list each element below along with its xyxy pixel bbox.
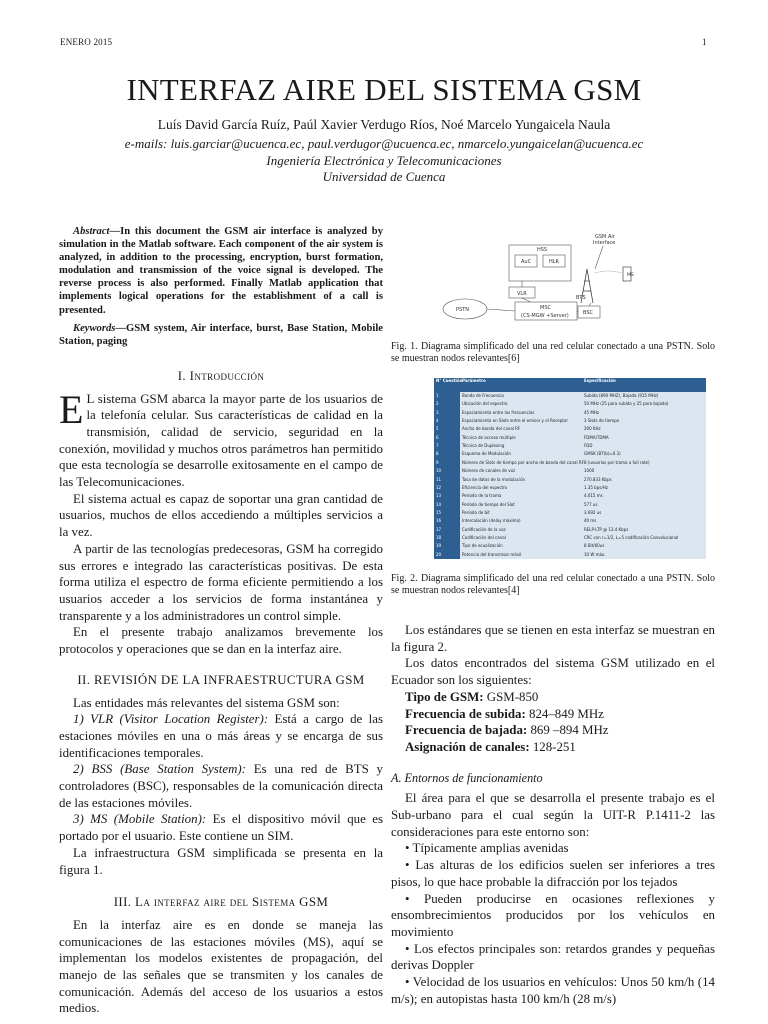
infra-item-bss-label: 2) BSS (Base Station System): — [73, 762, 246, 777]
intro-paragraph-1-text: L sistema GSM abarca la mayor parte de los usuarios de la telefonía celular. Sus características de calidad en la transmisión, calidad de servicio, seguridad en la conexión, movilidad y muchos otros parámetros han permitido que esta tecnología se desarrolle exitosamente en el campo de las Telecomunicaciones. — [59, 391, 383, 490]
table-row — [434, 526, 706, 534]
table-cell: 20 — [436, 551, 442, 557]
table-cell: Codificación de la voz — [462, 526, 506, 532]
spec-channels — [391, 739, 715, 756]
keywords — [59, 322, 383, 348]
spec-downlink — [391, 722, 715, 739]
table-cell: 40 ms — [584, 518, 597, 524]
running-header: ENERO 2015 — [60, 37, 113, 47]
table-row — [434, 476, 706, 484]
keywords-text: —GSM system, Air interface, burst, Base Station, Mobile Station, paging — [59, 322, 383, 347]
spec-gsm-type — [391, 689, 715, 706]
table-cell: 8 — [436, 451, 439, 457]
table-row — [434, 484, 706, 492]
table-cell: 14 — [436, 501, 442, 507]
fig1-label-hss: HSS — [537, 247, 548, 253]
table-cell: 6 — [436, 434, 439, 440]
infra-item-bss-text: Es una red de BTS y controladores (BSC), responsables de la comunicación directa de las estaciones móviles. — [59, 762, 383, 810]
section-heading-infraestructura: II. REVISIÓN DE LA INFRAESTRUCTURA GSM — [77, 672, 365, 687]
interfaz-paragraph: En la interfaz aire es en donde se maneja las comunicaciones de las estaciones móviles (MS), aquí se implementan los modelos existentes de propagación, del manejo de las señales que se transmiten y los canales de comunicación. Además del acceso de los usuarios a estos medios. — [59, 917, 383, 1016]
ecuador-paragraph: Los datos encontrados del sistema GSM utilizado en el Ecuador son los siguientes: — [391, 656, 715, 688]
table-cell: 3 — [436, 409, 439, 415]
table-cell: Ubicación del espectro — [462, 401, 508, 407]
abstract-label: Abstract — [73, 226, 110, 237]
table-cell: Número de Slots de tiempo por ancho de banda del canal RF — [462, 459, 584, 465]
table-cell: Período de bit — [462, 509, 490, 515]
table-cell: 7 — [436, 443, 439, 449]
table-row — [434, 534, 706, 542]
table-cell: 45 MHz — [584, 409, 599, 415]
subsection-entornos: A. Entornos de funcionamiento — [391, 770, 543, 785]
infra-item-ms-label: 3) MS (Mobile Station): — [73, 812, 207, 827]
table-cell: 16 — [436, 518, 442, 524]
table-cell: 2 — [436, 401, 439, 407]
intro-paragraph-2: El sistema actual es capaz de soportar una gran cantidad de usuarios, muchos de ellos accediendo a múltiples servicios a la vez. — [59, 491, 383, 540]
table-cell: 270.833 Kbps — [584, 476, 612, 482]
spec-downlink-label: Frecuencia de bajada: — [405, 723, 528, 738]
table-cell: 10 W máx. — [584, 551, 606, 557]
spec-uplink-value: 824–849 MHz — [525, 706, 604, 721]
table-cell: 8 (usuarios por trama a full rate) — [584, 459, 650, 465]
authors: Luís David García Ruíz, Paúl Xavier Verdugo Ríos, Noé Marcelo Yungaicela Naula — [157, 117, 611, 132]
table-cell: FDD — [584, 443, 593, 449]
table-cell: 50 MHz (25 para subida y 25 para bajada) — [584, 401, 669, 407]
table-cell: 17 — [436, 526, 442, 532]
table-cell: Tasa de datos de la modulación — [462, 476, 526, 482]
table-cell: 4 — [436, 418, 439, 424]
table-cell: 1000 — [584, 468, 595, 474]
table-cell: CRC con r=1/2, L=5 codificación Convolucional — [584, 534, 679, 540]
table-cell: 13 — [436, 493, 442, 499]
table-cell: Número de canales de voz — [462, 468, 516, 474]
spec-uplink-label: Frecuencia de subida: — [405, 706, 526, 721]
table-cell: 3 Slots de tiempo — [584, 418, 620, 424]
table-cell: 577 us — [584, 501, 598, 507]
table-row — [434, 392, 706, 400]
author-emails: e-mails: luis.garciar@ucuenca.ec, paul.verdugor@ucuenca.ec, nmarcelo.yungaicelan@ucuenca.ec — [124, 136, 644, 151]
fig1-link-bts-bsc — [589, 303, 591, 306]
university: Universidad de Cuenca — [322, 169, 446, 184]
fig1-link-pstn-msc — [487, 309, 515, 311]
table-cell: 9 — [436, 459, 439, 465]
abstract — [59, 225, 383, 317]
infra-item-ms — [59, 811, 383, 844]
bullet-item: • Los efectos principales son: retardos grandes y pequeñas derivas Doppler — [391, 941, 715, 973]
fig1-label-hlr: HLR — [549, 259, 560, 265]
table-cell: 4.615 ms — [584, 493, 603, 499]
intro-paragraph-3: A partir de las tecnologías predecesoras, GSM ha corregido sus errores e integrado las características positivas. De esta forma utiliza el espectro de forma eficiente permitiendo a los usuarios acceder a los servicios de forma instantánea y transparente y a los administradores un control simple. — [59, 541, 383, 623]
table-cell: Potencia del transmisor móvil — [462, 551, 522, 557]
bullet-item: • Pueden producirse en ocasiones reflexiones y ensombrecimientos producidos por los vehículos en movimiento — [391, 891, 715, 939]
fig1-label-vlr: VLR — [517, 291, 527, 297]
table-row — [434, 467, 706, 475]
table-row — [434, 551, 706, 559]
table-cell: 15 — [436, 509, 442, 515]
fig1-label-interface: Interface — [593, 240, 616, 246]
table-cell: 5 — [436, 426, 439, 432]
table-cell: Subida (890 MHZ), Bajada (915 MHz) — [584, 393, 659, 398]
infra-closing: La infraestructura GSM simplificada se presenta en la figura 1. — [59, 845, 383, 877]
standards-paragraph: Los estándares que se tienen en esta interfaz se muestran en la figura 2. — [391, 623, 715, 654]
spec-gsm-type-value: GSM-850 — [483, 689, 539, 704]
table-cell: 3.692 us — [584, 509, 602, 515]
infra-intro: Las entidades más relevantes del sistema GSM son: — [73, 695, 340, 710]
fig1-label-bts: BTS — [576, 295, 586, 301]
intro-paragraph-1 — [59, 386, 383, 491]
table-row — [434, 400, 706, 408]
table-cell: 18 — [436, 534, 442, 540]
table-row — [434, 517, 706, 525]
figure-2-caption: Fig. 2. Diagrama simplificado del una red celular conectado a una PSTN. Solo se muestran nodos relevantes[4] — [391, 573, 715, 597]
table-cell: Ancho de banda del canal RF — [462, 426, 521, 432]
table-cell: Codificación del canal — [462, 534, 506, 540]
bullet-item: • Las alturas de los edificios suelen ser inferiores a tres pisos, lo que hace probable la difracción por los tejados — [391, 858, 715, 889]
table-cell: Espaciamiento en Slots entre el emisor y el Receptor — [462, 418, 568, 424]
fig1-label-msc: MSC — [540, 305, 551, 311]
table-cell: 1.35 bps/Hz — [584, 484, 608, 490]
section-heading-introduccion: I. Introducción — [177, 368, 265, 383]
table-row — [434, 459, 706, 467]
figure-1-caption: Fig. 1. Diagrama simplificado del una red celular conectado a una PSTN. Solo se muestran nodos relevantes[6] — [391, 341, 715, 365]
fig1-air-arrow — [595, 246, 603, 269]
table-cell: FDMA/TDMA — [584, 434, 609, 440]
table-header-cell: Especificación — [584, 378, 616, 383]
left-column — [59, 225, 383, 1017]
table-cell: 10 — [436, 468, 442, 474]
right-column — [391, 622, 715, 1007]
table-cell: 1 — [436, 393, 439, 398]
fig1-label-bsc: BSC — [583, 310, 594, 316]
fig1-label-ms: MS — [627, 273, 634, 278]
infra-item-vlr-text: Está a cargo de las estaciones móviles en una o más áreas y se encarga de sus identificaciones temporales. — [59, 712, 383, 760]
section-heading-interfaz-aire: III. La interfaz aire del Sistema GSM — [113, 895, 329, 910]
fig1-radio-link — [595, 271, 622, 273]
spec-channels-label: Asignación de canales: — [405, 739, 530, 754]
figure-1-network-diagram — [437, 229, 657, 334]
table-cell: Eficiencia del espectro — [462, 484, 508, 490]
table-header-cell: Parámetro — [462, 378, 486, 383]
table-row — [434, 425, 706, 433]
table-row — [434, 509, 706, 517]
table-cell: RELP-LTP @ 13.4 Kbps — [584, 526, 629, 532]
infra-item-vlr-label: 1) VLR (Visitor Location Register): — [73, 712, 269, 727]
table-cell: GMSK (BT(b)=0.3) — [584, 451, 621, 457]
table-row — [434, 492, 706, 500]
infra-item-bss — [59, 761, 383, 811]
table-cell: 11 — [436, 476, 442, 482]
spec-gsm-type-label: Tipo de GSM: — [405, 689, 484, 704]
table-row — [434, 409, 706, 417]
table-cell: Período de la trama — [462, 493, 502, 499]
table-cell: 19 — [436, 543, 442, 549]
intro-paragraph-4: En el presente trabajo analizamos brevemente los protocolos y operaciones que se dan en la interfaz aire. — [59, 625, 383, 657]
drop-cap: E — [59, 386, 84, 432]
table-cell: 8 Bit/60us — [584, 543, 605, 549]
keywords-label: Keywords — [73, 322, 116, 334]
spec-channels-value: 128-251 — [529, 739, 576, 754]
table-header-row — [434, 378, 706, 392]
table-cell: Banda de Frecuencia — [462, 393, 504, 398]
entornos-paragraph: El área para el que se desarrolla el presente trabajo es el Sub-urbano para el cual según la UIT-R P.1411-2 las consideraciones para este entorno son: — [391, 791, 715, 839]
table-cell: 12 — [436, 484, 442, 490]
page-number: 1 — [702, 37, 707, 47]
spec-downlink-value: 869 –894 MHz — [527, 723, 609, 738]
table-cell: Espaciamiento entre las frecuencias — [462, 409, 535, 415]
infra-item-vlr — [59, 711, 383, 761]
fig1-label-msc-sub: (CS-MGW +Server) — [521, 313, 569, 319]
fig1-label-auc: AuC — [521, 259, 532, 265]
table-row — [434, 450, 706, 458]
table-header-cell: N° Cuestión — [436, 378, 463, 383]
table-cell: Técnica de Duplexing — [462, 443, 505, 449]
table-cell: Tipo de ecualización — [462, 543, 503, 549]
table-row — [434, 501, 706, 509]
table-row — [434, 442, 706, 450]
table-cell: 200 KHz — [584, 426, 601, 432]
table-cell: Técnica de acceso múltiple — [462, 434, 516, 440]
paper-title: INTERFAZ AIRE DEL SISTEMA GSM — [126, 72, 642, 107]
bullet-item: • Típicamente amplias avenidas — [405, 841, 569, 856]
fig1-label-gsm-air: GSM Air — [595, 234, 615, 240]
table-cell: Intercalación (delay máximo) — [462, 518, 521, 524]
figure-2-spec-table — [434, 378, 706, 559]
table-row — [434, 434, 706, 442]
table-row — [434, 542, 706, 550]
spec-uplink — [391, 706, 715, 723]
department: Ingeniería Electrónica y Telecomunicaciones — [266, 153, 502, 168]
table-row — [434, 417, 706, 425]
table-cell: Período de tiempo del Slot — [462, 501, 515, 507]
fig1-label-pstn: PSTN — [456, 307, 469, 313]
infra-item-ms-text: Es el dispositivo móvil que es portado por el usuario. Este contiene un SIM. — [59, 812, 383, 844]
bullet-item: • Velocidad de los usuarios en vehículos: Unos 50 km/h (14 m/s); en autopistas hasta 100 km/h (28 m/s) — [391, 975, 715, 1006]
table-cell: Esquema de Modulación — [462, 451, 511, 457]
abstract-text: —In this document the GSM air interface is analyzed by simulation in the Matlab software. Each component of the air system is analyzed, in addition to the processing, encryption, burst formation, modulation and transmission of the voice signal is developed. The reverse process is also performed. Finally Matlab application that implements logical operations for the establishment of a call is presented. — [59, 226, 383, 316]
